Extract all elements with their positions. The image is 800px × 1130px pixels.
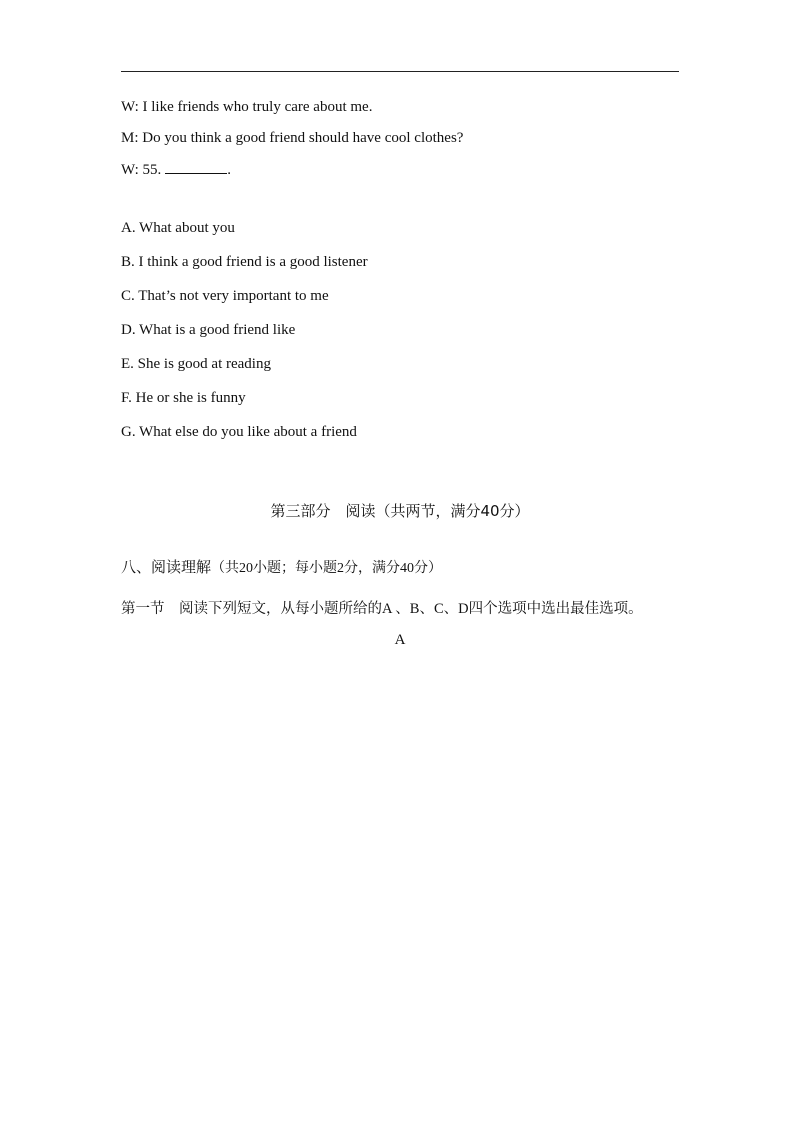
answer-blank-55[interactable] — [165, 159, 227, 174]
option-b: B. I think a good friend is a good listener — [121, 254, 368, 270]
dialogue-line-3-end: . — [227, 162, 232, 178]
dialogue-line-3-text: W: 55. — [121, 162, 162, 178]
part-heading — [121, 557, 442, 579]
part-heading-title: 八、阅读理解 — [121, 558, 212, 576]
top-divider — [121, 71, 679, 72]
option-c: C. That’s not very important to me — [121, 288, 329, 304]
section-title: 第三部分 阅读（共两节，满分40分） — [270, 502, 530, 520]
option-a: A. What about you — [121, 220, 235, 236]
dialogue-line-3 — [121, 159, 231, 180]
option-g: G. What else do you like about a friend — [121, 424, 357, 440]
option-f: F. He or she is funny — [121, 390, 246, 406]
dialogue-line-2: M: Do you think a good friend should have cool clothes? — [121, 130, 464, 146]
option-d: D. What is a good friend like — [121, 322, 296, 338]
part-heading-note: （共20小题；每小题2分，满分40分） — [211, 561, 443, 576]
dialogue-line-1: W: I like friends who truly care about me. — [121, 99, 373, 115]
option-e: E. She is good at reading — [121, 356, 271, 372]
section-instruction: 第一节 阅读下列短文，从每小题所给的A 、B、C、D四个选项中选出最佳选项。 — [121, 601, 643, 617]
passage-label: A — [394, 632, 406, 648]
